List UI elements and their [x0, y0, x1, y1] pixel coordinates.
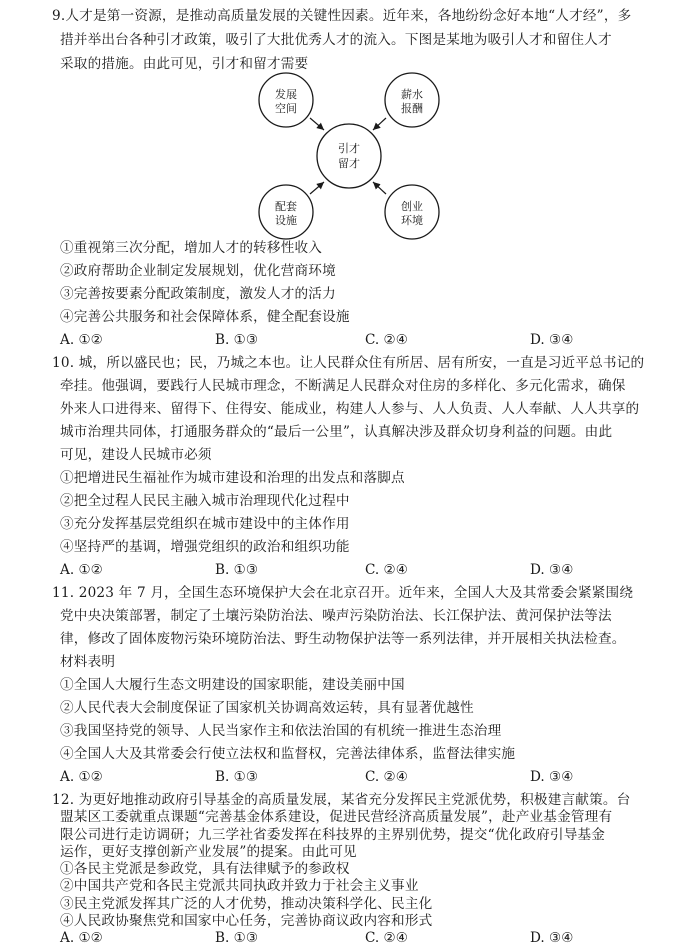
node-label: 发展: [275, 88, 297, 101]
option-b[interactable]: B. ①③: [215, 769, 259, 785]
q12-choice-item: ④人民政协聚焦党和国家中心任务，完善协商议政内容和形式: [60, 912, 433, 929]
q12-stem-line: 12. 为更好地推动政府引导基金的高质量发展，某省充分发挥民主党派优势，积极建言献策。台: [52, 792, 631, 808]
option-a[interactable]: A. ①②: [60, 930, 103, 946]
q10-stem-line: 城市治理共同体，打通服务群众的“最后一公里”，认真解决涉及群众切身利益的问题。由此: [60, 424, 613, 440]
option-d[interactable]: D. ③④: [530, 930, 574, 946]
node-label: 创业: [401, 200, 423, 213]
q11-stem-line: 党中央决策部署，制定了土壤污染防治法、噪声污染防治法、长江保护法、黄河保护法等法: [60, 608, 612, 624]
node-label: 空间: [275, 102, 297, 115]
q12-choice-item: ③民主党派发挥其广泛的人才优势，推动决策科学化、民主化: [60, 895, 433, 912]
q11-choice-item: ②人民代表大会制度保证了国家机关协调高效运转，具有显著优越性: [60, 700, 474, 716]
arrow: [373, 182, 386, 194]
option-d[interactable]: D. ③④: [530, 562, 574, 578]
node-label: 引才: [338, 142, 360, 155]
node-label: 环境: [401, 214, 423, 227]
q10-choice-item: ②把全过程人民民主融入城市治理现代化过程中: [60, 493, 350, 509]
q10-stem-line: 10. 城，所以盛民也；民，乃城之本也。让人民群众住有所居、居有所安，一直是习近平总书记的: [52, 355, 645, 371]
option-a[interactable]: A. ①②: [60, 332, 103, 348]
q12-stem-line: 限公司进行走访调研；九三学社省委发挥在科技界的主界别优势，提交“优化政府引导基金: [60, 826, 606, 843]
arrow: [310, 118, 324, 130]
q10-stem-line: 牵挂。他强调，要践行人民城市理念，不断满足人民群众对住房的多样化、多元化需求，确保: [60, 378, 626, 394]
q9-stem-line: 措并举出台各种引才政策，吸引了大批优秀人才的流入。下图是某地为吸引人才和留住人才: [60, 32, 612, 48]
q9-choice-item: ④完善公共服务和社会保障体系，健全配套设施: [60, 309, 350, 325]
option-d[interactable]: D. ③④: [530, 332, 574, 348]
q12-stem-line: 盟某区工委就重点课题“完善基金体系建设，促进民营经济高质量发展”，赴产业基金管理有: [60, 809, 613, 826]
q10-stem-line: 外来人口进得来、留得下、住得安、能成业，构建人人参与、人人负责、人人奉献、人人共享的: [60, 401, 640, 417]
q11-stem-line: 材料表明: [60, 654, 116, 670]
talent-measures-diagram: [250, 70, 450, 242]
node-label: 报酬: [401, 102, 423, 115]
option-b[interactable]: B. ①③: [215, 562, 259, 578]
q11-options: [60, 767, 665, 787]
q12-choice-item: ②中国共产党和各民主党派共同执政并致力于社会主义事业: [60, 878, 419, 895]
option-a[interactable]: A. ①②: [60, 769, 103, 785]
node-label: 设施: [275, 214, 297, 227]
q12-choice-item: ①各民主党派是参政党，具有法律赋予的参政权: [60, 861, 350, 877]
q11-stem-line: 律，修改了固体废物污染环境防治法、野生动物保护法等一系列法律，并开展相关执法检查。: [60, 631, 626, 647]
q9-choice-item: ①重视第三次分配，增加人才的转移性收入: [60, 240, 323, 256]
option-b[interactable]: B. ①③: [215, 332, 259, 348]
node-circle: [317, 124, 381, 188]
q10-options: [60, 560, 665, 580]
q11-choice-item: ①全国人大履行生态文明建设的国家职能，建设美丽中国: [60, 677, 405, 693]
arrow: [373, 118, 386, 130]
q9-stem-line: 采取的措施。由此可见，引才和留才需要: [60, 56, 309, 72]
q9-options: [60, 330, 665, 350]
q12-stem-line: 运作，更好支撑创新产业发展”的提案。由此可见: [60, 843, 357, 860]
option-c[interactable]: C. ②④: [365, 930, 408, 946]
q10-choice-item: ①把增进民生福祉作为城市建设和治理的出发点和落脚点: [60, 470, 405, 486]
arrow: [310, 182, 324, 194]
q10-stem-line: 可见，建设人民城市必须: [60, 447, 212, 463]
q10-choice-item: ③充分发挥基层党组织在城市建设中的主体作用: [60, 516, 350, 532]
option-a[interactable]: A. ①②: [60, 562, 103, 578]
q9-choice-item: ③完善按要素分配政策制度，激发人才的活力: [60, 286, 336, 302]
q11-choice-item: ③我国坚持党的领导、人民当家作主和依法治国的有机统一推进生态治理: [60, 723, 502, 739]
node-label: 薪水: [401, 88, 423, 101]
q11-stem-line: 11. 2023 年 7 月，全国生态环境保护大会在北京召开。近年来，全国人大及其常委会紧紧围绕: [52, 585, 634, 601]
q9-choice-item: ②政府帮助企业制定发展规划，优化营商环境: [60, 263, 336, 279]
q11-choice-item: ④全国人大及其常委会行使立法权和监督权，完善法律体系，监督法律实施: [60, 746, 516, 762]
node-label: 留才: [338, 157, 360, 170]
node-label: 配套: [275, 200, 297, 213]
option-d[interactable]: D. ③④: [530, 769, 574, 785]
q12-options: [60, 928, 665, 948]
option-b[interactable]: B. ①③: [215, 930, 259, 946]
q9-stem-line: 9.人才是第一资源，是推动高质量发展的关键性因素。近年来，各地纷纷念好本地“人才经”，多: [52, 8, 632, 24]
option-c[interactable]: C. ②④: [365, 332, 408, 348]
option-c[interactable]: C. ②④: [365, 562, 408, 578]
option-c[interactable]: C. ②④: [365, 769, 408, 785]
q10-choice-item: ④坚持严的基调，增强党组织的政治和组织功能: [60, 539, 350, 555]
